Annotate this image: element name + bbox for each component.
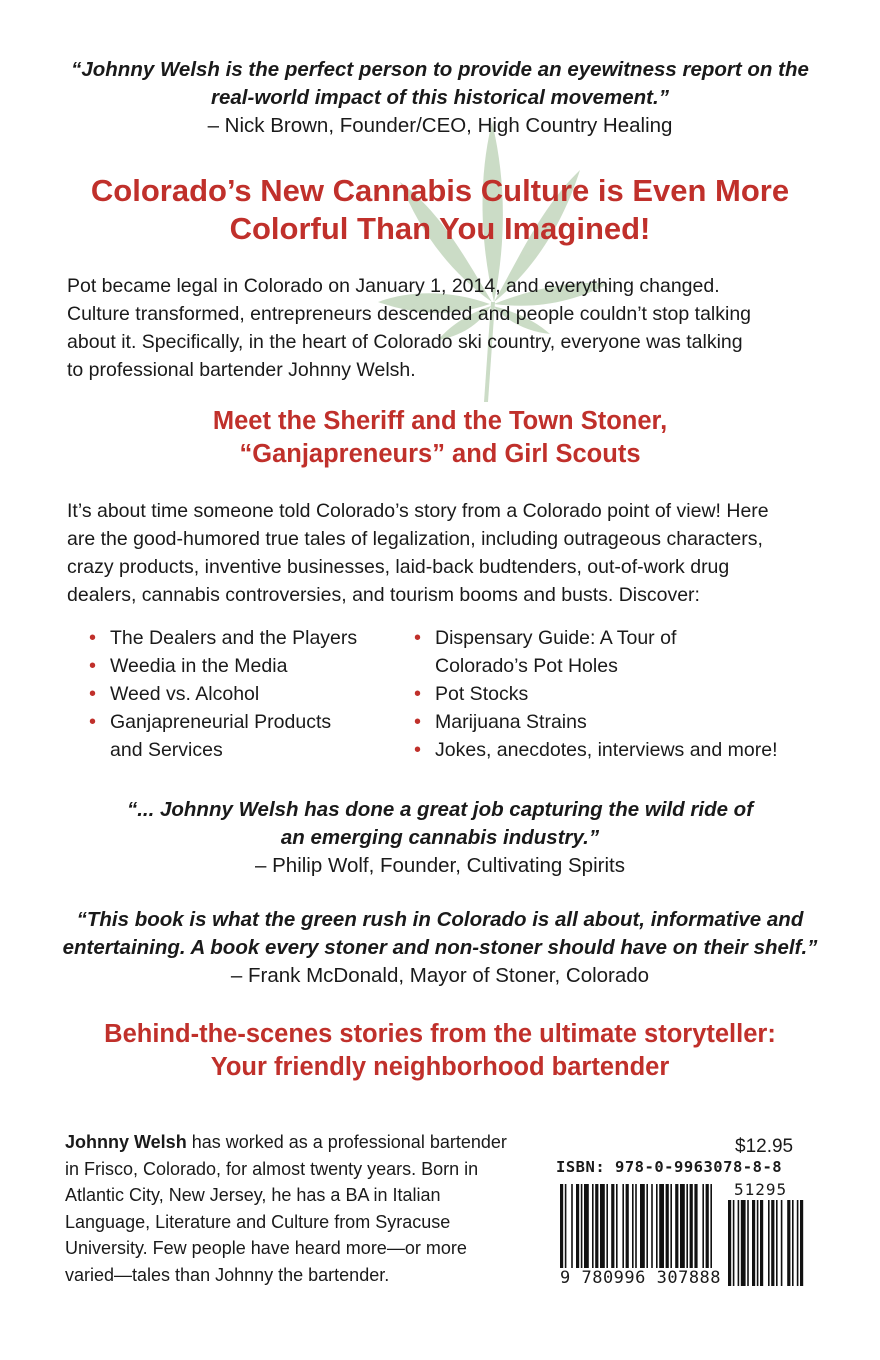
barcode-addon-bar (733, 1200, 735, 1286)
bullet-icon: • (89, 627, 97, 649)
quote-line: “... Johnny Welsh has done a great job capturing the wild ride of (126, 798, 754, 821)
barcode-bar (640, 1184, 645, 1280)
barcode-addon-bar (768, 1200, 770, 1286)
description-paragraph (67, 497, 827, 609)
headline-line: Colorful Than You Imagined! (229, 211, 651, 246)
barcode-bar (581, 1184, 583, 1280)
barcode-addon-bar (741, 1200, 746, 1286)
price-addon-number: 51295 (734, 1180, 788, 1199)
endorsement-quote-1 (40, 56, 840, 140)
barcode-bar (694, 1184, 697, 1280)
price-label: $12.95 (735, 1136, 794, 1157)
barcode-bar (592, 1184, 594, 1280)
list-item: • Weedia in the Media (89, 652, 389, 680)
quote-line: “This book is what the green rush in Colorado is all about, informative and (76, 908, 804, 931)
quote-attribution: – Nick Brown, Founder/CEO, High Country Healing (207, 114, 673, 137)
barcode-bar (626, 1184, 629, 1280)
barcode-bar (635, 1184, 637, 1280)
main-headline (40, 172, 840, 248)
bullet-icon: • (414, 627, 422, 649)
closing-headline (40, 1018, 840, 1084)
author-bio: Johnny Welsh has worked as a professional bartender in Frisco, Colorado, for almost twenty years. Born in Atlantic City, New Jersey, he has a BA in Italian Language, Literature and Culture from Syracuse University. Few people have heard more—or more varied—tales than Johnny the bartender. (65, 1132, 507, 1285)
bullet-icon: • (414, 711, 422, 733)
barcode-bar (600, 1184, 605, 1280)
barcode-bar (670, 1184, 672, 1280)
list-item: • Marijuana Strains (414, 708, 834, 736)
bullet-icon: • (89, 655, 97, 677)
barcode-bar (702, 1184, 704, 1280)
barcode-addon-bar (787, 1200, 790, 1286)
barcode-bar (690, 1184, 693, 1280)
quote-line: real-world impact of this historical movement.” (211, 86, 669, 109)
barcode-bar (651, 1184, 653, 1280)
paragraph-line: dealers, cannabis controversies, and tourism booms and busts. Discover: (67, 584, 700, 606)
list-item: • Ganjapreneurial Products and Services (89, 708, 389, 764)
quote-line: an emerging cannabis industry.” (280, 826, 600, 849)
barcode-addon-bar (771, 1200, 774, 1286)
paragraph-line: crazy products, inventive businesses, laid-back budtenders, out-of-work drug (67, 556, 730, 578)
barcode-addon-bar (760, 1200, 763, 1286)
paragraph-line: to professional bartender Johnny Welsh. (67, 359, 416, 381)
headline-line: Meet the Sheriff and the Town Stoner, (212, 407, 668, 435)
quote-attribution: – Philip Wolf, Founder, Cultivating Spirits (255, 854, 625, 877)
barcode-bar (611, 1184, 614, 1280)
headline-line: “Ganjapreneurs” and Girl Scouts (239, 440, 641, 468)
barcode-addon-bar (776, 1200, 778, 1286)
barcode-bar (616, 1184, 618, 1280)
barcode-addon-bar (738, 1200, 740, 1286)
feature-list-right (414, 624, 834, 764)
feature-list-left (89, 624, 389, 764)
barcode-number: 9 780996 307888 (560, 1268, 722, 1288)
barcode-addon-bar (757, 1200, 759, 1286)
barcode-addon-bar (752, 1200, 755, 1286)
bullet-icon: • (89, 683, 97, 705)
barcode-bar (576, 1184, 579, 1280)
list-item: • Jokes, anecdotes, interviews and more! (414, 736, 834, 764)
barcode-bar (606, 1184, 608, 1280)
barcode-bar (595, 1184, 598, 1280)
barcode-bar (706, 1184, 709, 1280)
paragraph-line: about it. Specifically, in the heart of Colorado ski country, everyone was talking (67, 331, 743, 353)
list-item: • The Dealers and the Players (89, 624, 389, 652)
barcode-bar (632, 1184, 634, 1280)
paragraph-line: Culture transformed, entrepreneurs descended and people couldn’t stop talking (67, 303, 752, 325)
bullet-icon: • (414, 739, 422, 761)
paragraph-line: Pot became legal in Colorado on January 1, 2014, and everything changed. (67, 275, 720, 297)
quote-line: “Johnny Welsh is the perfect person to provide an eyewitness report on the (71, 58, 809, 81)
barcode-addon-bar (800, 1200, 803, 1286)
isbn-label: ISBN: 978-0-9963078-8-8 (556, 1158, 783, 1176)
bullet-icon: • (89, 711, 97, 733)
intro-paragraph (67, 272, 827, 384)
author-name: Johnny Welsh (65, 1132, 187, 1152)
barcode-bar (565, 1184, 567, 1280)
barcode-bar (666, 1184, 669, 1280)
barcode-addon-bar (792, 1200, 794, 1286)
barcode-addon-bar (781, 1200, 783, 1286)
headline-line: Your friendly neighborhood bartender (210, 1053, 670, 1081)
headline-line: Colorado’s New Cannabis Culture is Even More (90, 173, 790, 208)
barcode-bar (686, 1184, 688, 1280)
barcode-bar (622, 1184, 624, 1280)
list-item: • Dispensary Guide: A Tour of Colorado’s Pot Holes (414, 624, 834, 680)
barcode-addon-bar (797, 1200, 799, 1286)
barcode-bar (710, 1184, 712, 1280)
barcode-bar (659, 1184, 664, 1280)
quote-line: entertaining. A book every stoner and non-stoner should have on their shelf.” (62, 936, 818, 959)
barcode-bar (571, 1184, 573, 1280)
endorsement-quote-2 (40, 796, 840, 880)
barcode-addon-bar (728, 1200, 731, 1286)
paragraph-line: are the good-humored true tales of legalization, including outrageous characters, (67, 528, 763, 550)
barcode-addon-bar (747, 1200, 749, 1286)
endorsement-quote-3 (40, 906, 840, 990)
barcode-bar (584, 1184, 589, 1280)
barcode-bar (560, 1184, 563, 1280)
list-item: • Pot Stocks (414, 680, 834, 708)
paragraph-line: It’s about time someone told Colorado’s story from a Colorado point of view! Here (67, 500, 769, 522)
barcode-bar (680, 1184, 685, 1280)
barcode-bar (656, 1184, 658, 1280)
bullet-icon: • (414, 683, 422, 705)
quote-attribution: – Frank McDonald, Mayor of Stoner, Colorado (230, 964, 650, 987)
headline-line: Behind-the-scenes stories from the ultimate storyteller: (104, 1020, 776, 1048)
list-item: • Weed vs. Alcohol (89, 680, 389, 708)
barcode-bar (675, 1184, 678, 1280)
barcode-bar (646, 1184, 648, 1280)
subheadline (40, 405, 840, 471)
